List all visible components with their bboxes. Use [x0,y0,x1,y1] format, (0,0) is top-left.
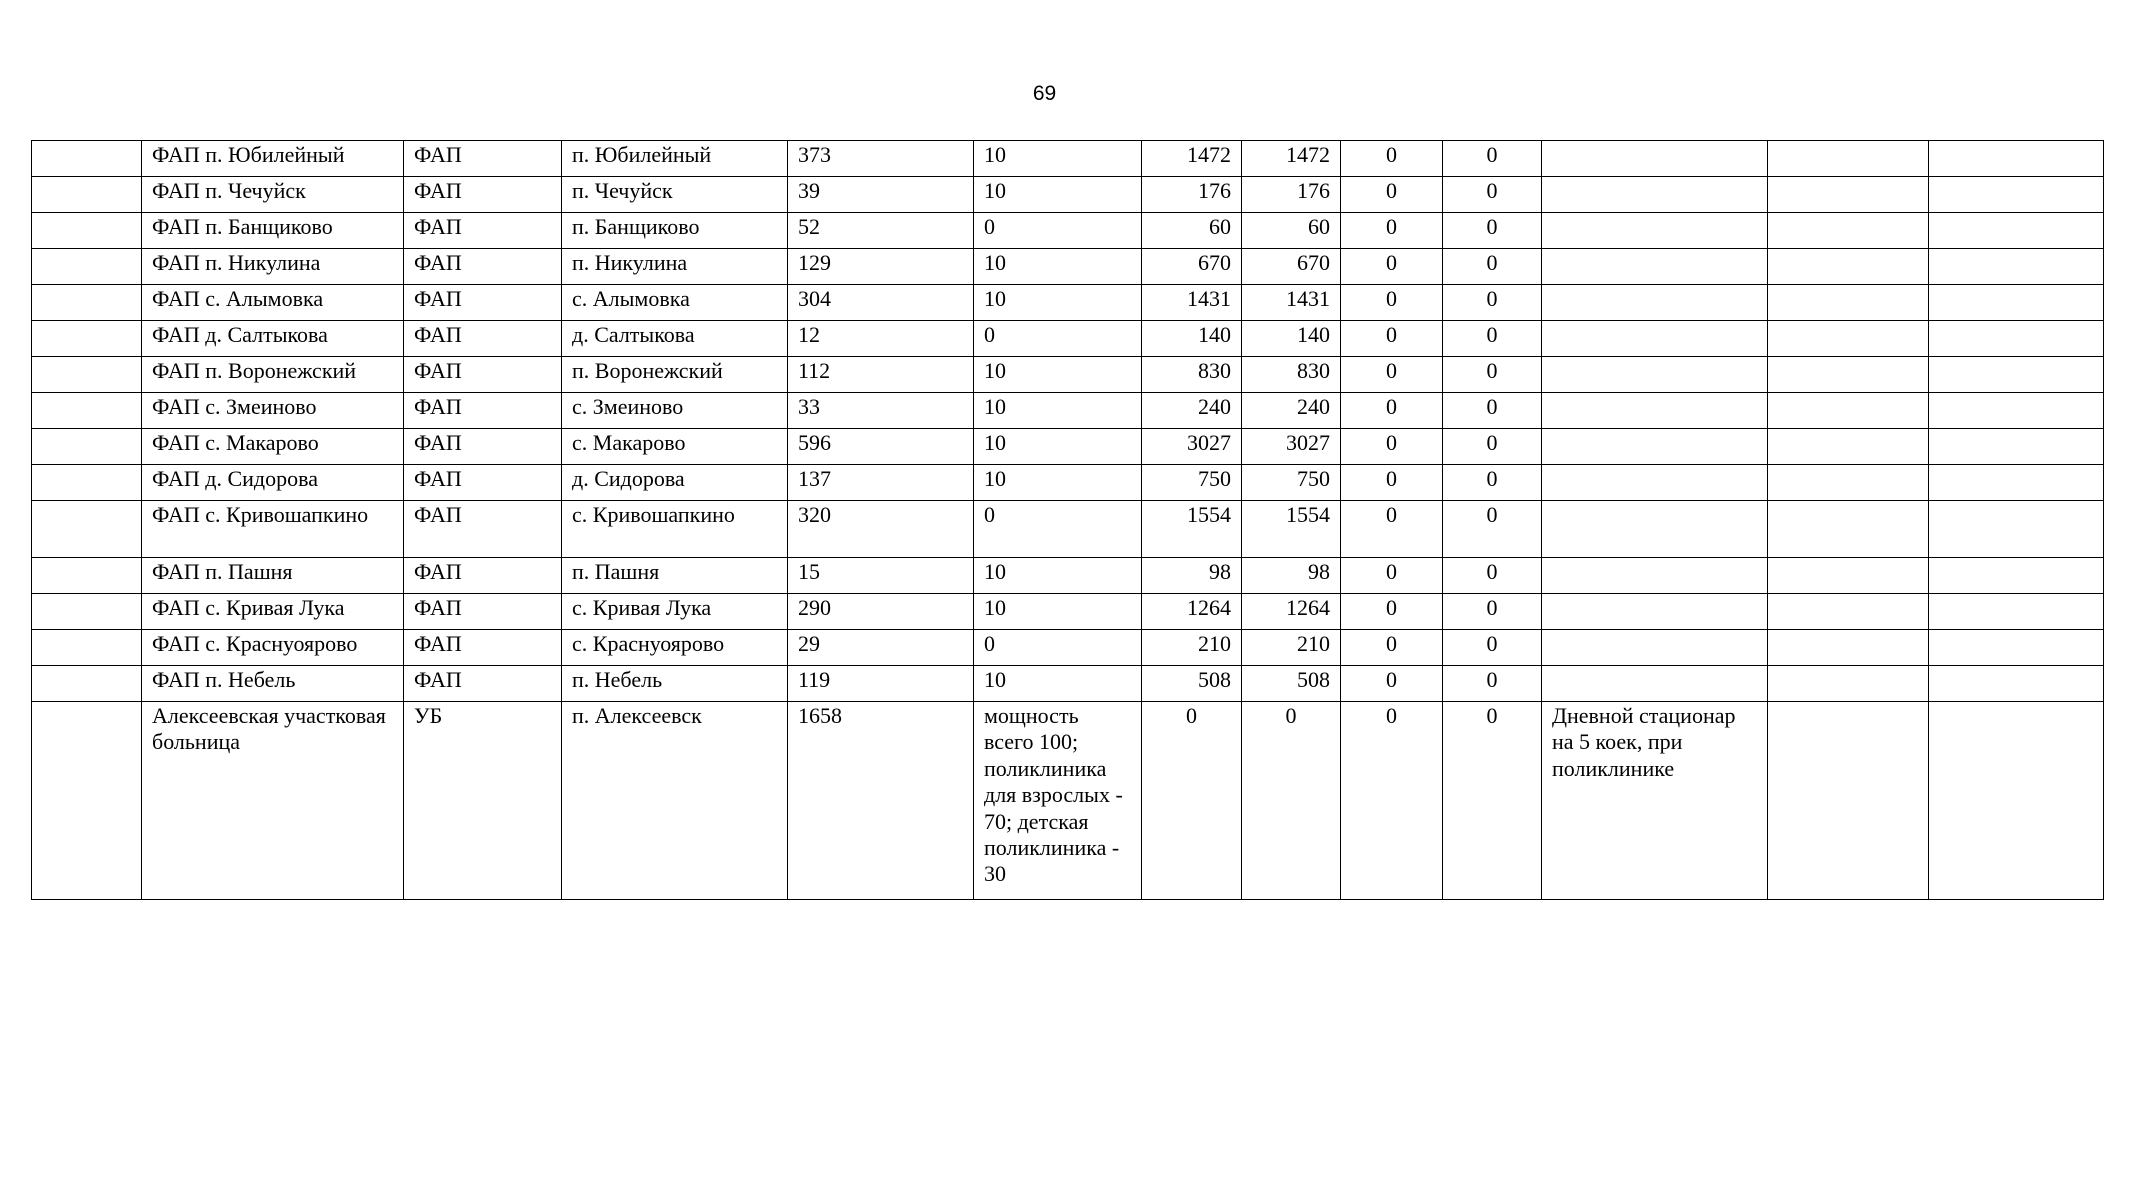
page-number: 69 [1032,82,1057,105]
table-row [32,141,2104,177]
facility-type-cell: ФАП [404,357,562,393]
value-cell-6: 1472 [1142,141,1242,177]
note-cell [1542,558,1768,594]
value-cell-9: 0 [1443,249,1542,285]
table-row [32,558,2104,594]
value-cell-7: 3027 [1242,429,1341,465]
value-cell-8: 0 [1341,213,1443,249]
value-cell-9: 0 [1443,357,1542,393]
empty-cell-12 [1929,429,2104,465]
capacity-cell: 0 [974,501,1142,558]
facility-type-cell: ФАП [404,666,562,702]
value-cell-9: 0 [1443,666,1542,702]
empty-cell-11 [1768,501,1929,558]
population-cell: 320 [788,501,974,558]
empty-cell-11 [1768,558,1929,594]
value-cell-6: 670 [1142,249,1242,285]
value-cell-8: 0 [1341,141,1443,177]
facility-type-cell: ФАП [404,630,562,666]
facility-type-cell: ФАП [404,558,562,594]
empty-index-cell [32,558,142,594]
settlement-cell: д. Сидорова [562,465,788,501]
facility-type-cell: ФАП [404,285,562,321]
empty-index-cell [32,666,142,702]
value-cell-6: 750 [1142,465,1242,501]
note-cell [1542,666,1768,702]
value-cell-7: 830 [1242,357,1341,393]
table-row [32,429,2104,465]
empty-index-cell [32,249,142,285]
empty-cell-12 [1929,666,2104,702]
facility-type-cell: ФАП [404,429,562,465]
facility-type-cell: ФАП [404,177,562,213]
empty-cell-12 [1929,321,2104,357]
note-cell: Дневной стационар на 5 коек, при поликлинике [1542,702,1768,900]
value-cell-6: 176 [1142,177,1242,213]
settlement-cell: с. Макарово [562,429,788,465]
facility-type-cell: УБ [404,702,562,900]
value-cell-8: 0 [1341,558,1443,594]
empty-index-cell [32,357,142,393]
empty-cell-11 [1768,666,1929,702]
value-cell-9: 0 [1443,177,1542,213]
empty-index-cell [32,321,142,357]
table-row [32,702,2104,900]
empty-cell-11 [1768,594,1929,630]
value-cell-7: 1431 [1242,285,1341,321]
population-cell: 1658 [788,702,974,900]
population-cell: 112 [788,357,974,393]
empty-index-cell [32,429,142,465]
empty-cell-12 [1929,501,2104,558]
value-cell-7: 1472 [1242,141,1341,177]
table-row [32,177,2104,213]
note-cell [1542,501,1768,558]
value-cell-8: 0 [1341,393,1443,429]
empty-cell-11 [1768,177,1929,213]
facility-type-cell: ФАП [404,249,562,285]
empty-cell-11 [1768,465,1929,501]
capacity-cell: 10 [974,429,1142,465]
empty-cell-12 [1929,558,2104,594]
facility-name-cell: ФАП п. Небель [142,666,404,702]
value-cell-7: 176 [1242,177,1341,213]
capacity-cell: 10 [974,594,1142,630]
empty-cell-11 [1768,285,1929,321]
value-cell-9: 0 [1443,321,1542,357]
empty-cell-12 [1929,249,2104,285]
empty-cell-11 [1768,393,1929,429]
empty-cell-12 [1929,285,2104,321]
table-row [32,630,2104,666]
settlement-cell: п. Воронежский [562,357,788,393]
value-cell-9: 0 [1443,501,1542,558]
value-cell-7: 1264 [1242,594,1341,630]
note-cell [1542,321,1768,357]
population-cell: 33 [788,393,974,429]
settlement-cell: п. Никулина [562,249,788,285]
value-cell-8: 0 [1341,702,1443,900]
value-cell-8: 0 [1341,465,1443,501]
value-cell-8: 0 [1341,630,1443,666]
note-cell [1542,393,1768,429]
empty-index-cell [32,630,142,666]
value-cell-9: 0 [1443,465,1542,501]
population-cell: 596 [788,429,974,465]
table-row [32,465,2104,501]
empty-cell-12 [1929,393,2104,429]
capacity-cell: 10 [974,141,1142,177]
empty-cell-12 [1929,594,2104,630]
empty-cell-11 [1768,141,1929,177]
facility-type-cell: ФАП [404,501,562,558]
facility-name-cell: ФАП п. Юбилейный [142,141,404,177]
value-cell-9: 0 [1443,702,1542,900]
value-cell-9: 0 [1443,630,1542,666]
value-cell-6: 3027 [1142,429,1242,465]
note-cell [1542,213,1768,249]
capacity-cell: 0 [974,630,1142,666]
value-cell-6: 0 [1142,702,1242,900]
capacity-cell: 0 [974,213,1142,249]
value-cell-7: 60 [1242,213,1341,249]
facility-type-cell: ФАП [404,594,562,630]
settlement-cell: с. Краснуоярово [562,630,788,666]
settlement-cell: д. Салтыкова [562,321,788,357]
facility-name-cell: ФАП с. Алымовка [142,285,404,321]
settlement-cell: с. Алымовка [562,285,788,321]
population-cell: 52 [788,213,974,249]
table-row [32,501,2104,558]
facility-name-cell: ФАП п. Чечуйск [142,177,404,213]
population-cell: 304 [788,285,974,321]
population-cell: 39 [788,177,974,213]
note-cell [1542,594,1768,630]
value-cell-7: 0 [1242,702,1341,900]
value-cell-8: 0 [1341,594,1443,630]
settlement-cell: с. Кривая Лука [562,594,788,630]
facility-type-cell: ФАП [404,321,562,357]
facility-type-cell: ФАП [404,213,562,249]
facility-name-cell: ФАП д. Сидорова [142,465,404,501]
value-cell-9: 0 [1443,558,1542,594]
empty-cell-11 [1768,630,1929,666]
empty-cell-12 [1929,177,2104,213]
facility-name-cell: Алексеевская участковая больница [142,702,404,900]
facility-type-cell: ФАП [404,393,562,429]
capacity-cell: 10 [974,177,1142,213]
population-cell: 119 [788,666,974,702]
population-cell: 290 [788,594,974,630]
facility-name-cell: ФАП п. Воронежский [142,357,404,393]
value-cell-8: 0 [1341,666,1443,702]
empty-cell-12 [1929,630,2104,666]
settlement-cell: п. Юбилейный [562,141,788,177]
value-cell-6: 1431 [1142,285,1242,321]
empty-cell-12 [1929,465,2104,501]
note-cell [1542,429,1768,465]
empty-index-cell [32,465,142,501]
table-row [32,249,2104,285]
value-cell-7: 240 [1242,393,1341,429]
empty-cell-12 [1929,357,2104,393]
note-cell [1542,465,1768,501]
capacity-cell: мощность всего 100; поликлиника для взрослых - 70; детская поликлиника - 30 [974,702,1142,900]
facility-name-cell: ФАП д. Салтыкова [142,321,404,357]
empty-cell-11 [1768,429,1929,465]
population-cell: 12 [788,321,974,357]
value-cell-9: 0 [1443,285,1542,321]
population-cell: 129 [788,249,974,285]
capacity-cell: 0 [974,321,1142,357]
value-cell-7: 750 [1242,465,1341,501]
empty-cell-12 [1929,213,2104,249]
empty-index-cell [32,177,142,213]
settlement-cell: п. Банщиково [562,213,788,249]
settlement-cell: п. Чечуйск [562,177,788,213]
empty-index-cell [32,594,142,630]
capacity-cell: 10 [974,357,1142,393]
facilities-table [31,140,2104,900]
note-cell [1542,249,1768,285]
value-cell-9: 0 [1443,213,1542,249]
capacity-cell: 10 [974,393,1142,429]
value-cell-6: 98 [1142,558,1242,594]
empty-cell-11 [1768,702,1929,900]
value-cell-6: 508 [1142,666,1242,702]
note-cell [1542,357,1768,393]
empty-index-cell [32,285,142,321]
empty-index-cell [32,213,142,249]
note-cell [1542,630,1768,666]
capacity-cell: 10 [974,465,1142,501]
empty-index-cell [32,393,142,429]
value-cell-8: 0 [1341,501,1443,558]
value-cell-8: 0 [1341,177,1443,213]
note-cell [1542,141,1768,177]
empty-index-cell [32,141,142,177]
value-cell-6: 1264 [1142,594,1242,630]
facility-name-cell: ФАП п. Банщиково [142,213,404,249]
empty-cell-11 [1768,249,1929,285]
value-cell-8: 0 [1341,249,1443,285]
table-row [32,357,2104,393]
settlement-cell: с. Кривошапкино [562,501,788,558]
value-cell-6: 240 [1142,393,1242,429]
value-cell-7: 508 [1242,666,1341,702]
value-cell-7: 98 [1242,558,1341,594]
value-cell-8: 0 [1341,285,1443,321]
value-cell-8: 0 [1341,321,1443,357]
empty-cell-11 [1768,357,1929,393]
facility-name-cell: ФАП с. Кривая Лука [142,594,404,630]
table-row [32,594,2104,630]
population-cell: 373 [788,141,974,177]
facility-name-cell: ФАП с. Змеиново [142,393,404,429]
empty-index-cell [32,702,142,900]
facility-name-cell: ФАП п. Никулина [142,249,404,285]
facility-type-cell: ФАП [404,141,562,177]
population-cell: 137 [788,465,974,501]
capacity-cell: 10 [974,249,1142,285]
empty-cell-12 [1929,702,2104,900]
value-cell-6: 60 [1142,213,1242,249]
empty-index-cell [32,501,142,558]
capacity-cell: 10 [974,666,1142,702]
settlement-cell: п. Небель [562,666,788,702]
value-cell-9: 0 [1443,141,1542,177]
table-row [32,213,2104,249]
value-cell-6: 830 [1142,357,1242,393]
facility-name-cell: ФАП с. Макарово [142,429,404,465]
table-row [32,321,2104,357]
population-cell: 29 [788,630,974,666]
value-cell-7: 670 [1242,249,1341,285]
settlement-cell: п. Пашня [562,558,788,594]
value-cell-9: 0 [1443,429,1542,465]
value-cell-9: 0 [1443,393,1542,429]
value-cell-6: 140 [1142,321,1242,357]
value-cell-8: 0 [1341,357,1443,393]
value-cell-7: 1554 [1242,501,1341,558]
capacity-cell: 10 [974,558,1142,594]
value-cell-8: 0 [1341,429,1443,465]
empty-cell-11 [1768,321,1929,357]
table-row [32,666,2104,702]
value-cell-7: 210 [1242,630,1341,666]
capacity-cell: 10 [974,285,1142,321]
table-body [32,141,2104,900]
value-cell-9: 0 [1443,594,1542,630]
value-cell-6: 210 [1142,630,1242,666]
settlement-cell: п. Алексеевск [562,702,788,900]
facility-name-cell: ФАП п. Пашня [142,558,404,594]
value-cell-7: 140 [1242,321,1341,357]
population-cell: 15 [788,558,974,594]
facility-name-cell: ФАП с. Краснуоярово [142,630,404,666]
facility-name-cell: ФАП с. Кривошапкино [142,501,404,558]
value-cell-6: 1554 [1142,501,1242,558]
empty-cell-11 [1768,213,1929,249]
note-cell [1542,177,1768,213]
table-row [32,285,2104,321]
note-cell [1542,285,1768,321]
settlement-cell: с. Змеиново [562,393,788,429]
table-row [32,393,2104,429]
facility-type-cell: ФАП [404,465,562,501]
empty-cell-12 [1929,141,2104,177]
